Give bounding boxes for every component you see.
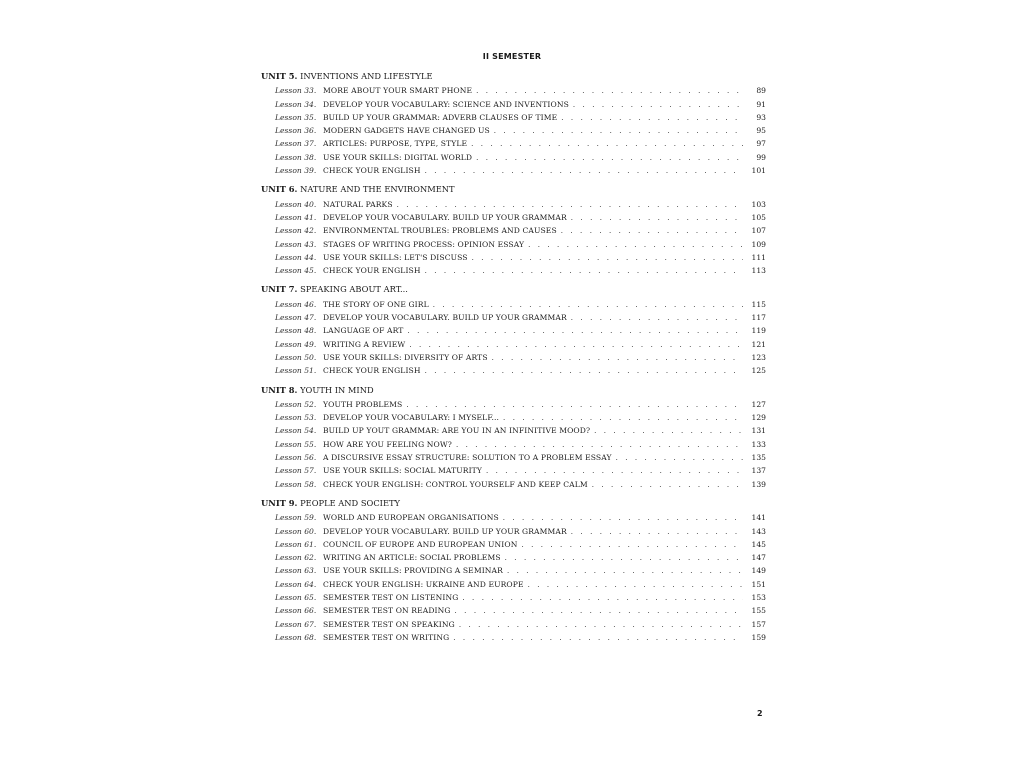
lesson-list — [261, 511, 766, 644]
dot-leader — [561, 112, 743, 125]
unit-section — [261, 184, 766, 277]
lesson-list — [261, 298, 766, 378]
lesson-label: Lesson 66. — [275, 606, 317, 616]
lesson-title: CHECK YOUR ENGLISH: CONTROL YOURSELF AND KEEP CALM — [323, 479, 588, 489]
dot-leader — [472, 252, 743, 265]
lesson-page-number: 141 — [751, 513, 766, 523]
lesson-page-number: 119 — [751, 326, 766, 336]
semester-title: II SEMESTER — [482, 52, 542, 61]
lesson-list — [261, 84, 766, 177]
lesson-title: USE YOUR SKILLS: LET'S DISCUSS — [323, 252, 468, 262]
lesson-entry — [261, 424, 766, 437]
lesson-label: Lesson 43. — [275, 239, 317, 249]
lesson-title: SEMESTER TEST ON READING — [323, 606, 451, 616]
unit-heading — [261, 284, 766, 295]
unit-number: UNIT 5. — [261, 71, 298, 81]
lesson-page-number: 125 — [751, 366, 766, 376]
unit-title: NATURE AND THE ENVIRONMENT — [300, 184, 455, 195]
lesson-page-number: 129 — [751, 413, 766, 423]
lesson-page-number: 149 — [751, 566, 766, 576]
lesson-page-number: 111 — [751, 252, 766, 262]
lesson-title: ARTICLES: PURPOSE, TYPE, STYLE — [323, 139, 468, 149]
unit-title: YOUTH IN MIND — [300, 384, 374, 395]
lesson-page-number: 137 — [751, 466, 766, 476]
lesson-label: Lesson 34. — [275, 99, 317, 109]
lesson-title: NATURAL PARKS — [323, 199, 393, 209]
unit-number: UNIT 8. — [261, 384, 298, 395]
lesson-label: Lesson 63. — [275, 566, 317, 576]
lesson-page-number: 93 — [756, 112, 766, 122]
lesson-label: Lesson 42. — [275, 226, 317, 236]
lesson-title: STAGES OF WRITING PROCESS: OPINION ESSAY — [323, 239, 525, 249]
unit-number: UNIT 6. — [261, 184, 298, 195]
lesson-page-number: 143 — [751, 526, 766, 536]
lesson-page-number: 101 — [751, 166, 766, 176]
dot-leader — [476, 152, 743, 165]
lesson-page-number: 147 — [751, 553, 766, 563]
lesson-page-number: 151 — [751, 579, 766, 589]
lesson-label: Lesson 60. — [275, 526, 317, 536]
lesson-entry — [261, 251, 766, 264]
lesson-page-number: 115 — [751, 299, 766, 309]
lesson-title: COUNCIL OF EUROPE AND EUROPEAN UNION — [323, 539, 518, 549]
lesson-title: DEVELOP YOUR VOCABULARY. BUILD UP YOUR GRAMMAR — [323, 526, 567, 536]
lesson-entry — [261, 551, 766, 564]
lesson-title: DEVELOP YOUR VOCABULARY. BUILD UP YOUR GRAMMAR — [323, 212, 567, 222]
lesson-page-number: 133 — [751, 439, 766, 449]
lesson-page-number: 97 — [756, 139, 766, 149]
lesson-page-number: 123 — [751, 352, 766, 362]
dot-leader — [456, 439, 743, 452]
lesson-entry — [261, 238, 766, 251]
dot-leader — [407, 325, 743, 338]
lesson-label: Lesson 54. — [275, 426, 317, 436]
lesson-entry — [261, 98, 766, 111]
lesson-title: USE YOUR SKILLS: SOCIAL MATURITY — [323, 466, 482, 476]
lesson-label: Lesson 61. — [275, 539, 317, 549]
lesson-title: MORE ABOUT YOUR SMART PHONE — [323, 86, 473, 96]
dot-leader — [492, 352, 743, 365]
lesson-label: Lesson 45. — [275, 266, 317, 276]
lesson-entry — [261, 451, 766, 464]
lesson-entry — [261, 84, 766, 97]
table-of-contents — [261, 71, 766, 651]
lesson-entry — [261, 211, 766, 224]
lesson-title: BUILD UP YOUR GRAMMAR: ADVERB CLAUSES OF TIME — [323, 112, 558, 122]
lesson-page-number: 139 — [751, 479, 766, 489]
lesson-page-number: 113 — [751, 266, 766, 276]
dot-leader — [425, 165, 743, 178]
lesson-entry — [261, 338, 766, 351]
lesson-title: YOUTH PROBLEMS — [323, 399, 403, 409]
lesson-page-number: 145 — [751, 539, 766, 549]
lesson-page-number: 153 — [751, 592, 766, 602]
dot-leader — [471, 138, 743, 151]
unit-section — [261, 71, 766, 177]
lesson-label: Lesson 56. — [275, 453, 317, 463]
dot-leader — [459, 619, 743, 632]
unit-section — [261, 385, 766, 491]
lesson-entry — [261, 264, 766, 277]
lesson-entry — [261, 298, 766, 311]
unit-heading — [261, 184, 766, 195]
lesson-entry — [261, 324, 766, 337]
lesson-title: USE YOUR SKILLS: DIVERSITY OF ARTS — [323, 352, 488, 362]
lesson-title: CHECK YOUR ENGLISH — [323, 366, 421, 376]
dot-leader — [425, 365, 743, 378]
dot-leader — [494, 125, 743, 138]
lesson-label: Lesson 46. — [275, 299, 317, 309]
unit-title: SPEAKING ABOUT ART... — [300, 284, 408, 295]
lesson-entry — [261, 631, 766, 644]
lesson-title: USE YOUR SKILLS: DIGITAL WORLD — [323, 152, 473, 162]
dot-leader — [571, 312, 743, 325]
dot-leader — [592, 479, 743, 492]
lesson-entry — [261, 137, 766, 150]
lesson-title: LANGUAGE OF ART — [323, 326, 404, 336]
lesson-page-number: 99 — [756, 152, 766, 162]
unit-title: PEOPLE AND SOCIETY — [300, 497, 401, 508]
lesson-title: HOW ARE YOU FEELING NOW? — [323, 439, 452, 449]
lesson-title: SEMESTER TEST ON WRITING — [323, 632, 450, 642]
lesson-label: Lesson 50. — [275, 352, 317, 362]
unit-title: INVENTIONS AND LIFESTYLE — [300, 71, 433, 81]
lesson-entry — [261, 111, 766, 124]
lesson-entry — [261, 478, 766, 491]
lesson-label: Lesson 40. — [275, 199, 317, 209]
unit-heading — [261, 385, 766, 396]
lesson-title: WRITING AN ARTICLE: SOCIAL PROBLEMS — [323, 553, 501, 563]
lesson-title: DEVELOP YOUR VOCABULARY. BUILD UP YOUR GRAMMAR — [323, 313, 567, 323]
lesson-entry — [261, 411, 766, 424]
lesson-entry — [261, 564, 766, 577]
dot-leader — [505, 552, 743, 565]
lesson-page-number: 107 — [751, 226, 766, 236]
lesson-entry — [261, 604, 766, 617]
lesson-label: Lesson 55. — [275, 439, 317, 449]
lesson-label: Lesson 62. — [275, 553, 317, 563]
dot-leader — [571, 212, 743, 225]
dot-leader — [486, 465, 743, 478]
dot-leader — [503, 512, 743, 525]
lesson-title: WORLD AND EUROPEAN ORGANISATIONS — [323, 513, 499, 523]
lesson-page-number: 121 — [751, 339, 766, 349]
lesson-entry — [261, 164, 766, 177]
lesson-title: SEMESTER TEST ON SPEAKING — [323, 619, 455, 629]
dot-leader — [397, 199, 743, 212]
lesson-entry — [261, 364, 766, 377]
lesson-label: Lesson 53. — [275, 413, 317, 423]
unit-heading — [261, 71, 766, 82]
lesson-page-number: 135 — [751, 453, 766, 463]
lesson-title: BUILD UP YOUT GRAMMAR: ARE YOU IN AN INFINITIVE MOOD? — [323, 426, 591, 436]
lesson-label: Lesson 36. — [275, 126, 317, 136]
lesson-entry — [261, 511, 766, 524]
dot-leader — [503, 412, 743, 425]
lesson-label: Lesson 64. — [275, 579, 317, 589]
dot-leader — [455, 605, 743, 618]
dot-leader — [528, 579, 743, 592]
lesson-page-number: 109 — [751, 239, 766, 249]
dot-leader — [573, 99, 743, 112]
lesson-title: ENVIRONMENTAL TROUBLES: PROBLEMS AND CAUSES — [323, 226, 557, 236]
lesson-page-number: 91 — [756, 99, 766, 109]
dot-leader — [409, 339, 743, 352]
lesson-page-number: 157 — [751, 619, 766, 629]
unit-number: UNIT 9. — [261, 497, 298, 508]
lesson-entry — [261, 578, 766, 591]
lesson-label: Lesson 44. — [275, 252, 317, 262]
lesson-label: Lesson 37. — [275, 139, 317, 149]
dot-leader — [594, 425, 743, 438]
lesson-title: DEVELOP YOUR VOCABULARY: SCIENCE AND INVENTIONS — [323, 99, 569, 109]
lesson-list — [261, 198, 766, 278]
lesson-label: Lesson 33. — [275, 86, 317, 96]
lesson-label: Lesson 57. — [275, 466, 317, 476]
lesson-page-number: 117 — [751, 313, 766, 323]
lesson-page-number: 89 — [756, 86, 766, 96]
lesson-label: Lesson 39. — [275, 166, 317, 176]
dot-leader — [453, 632, 743, 645]
lesson-title: MODERN GADGETS HAVE CHANGED US — [323, 126, 490, 136]
unit-section — [261, 284, 766, 377]
dot-leader — [521, 539, 743, 552]
lesson-title: CHECK YOUR ENGLISH: UKRAINE AND EUROPE — [323, 579, 524, 589]
lesson-title: USE YOUR SKILLS: PROVIDING A SEMINAR — [323, 566, 503, 576]
lesson-page-number: 127 — [751, 399, 766, 409]
lesson-entry — [261, 311, 766, 324]
lesson-title: THE STORY OF ONE GIRL — [323, 299, 429, 309]
lesson-page-number: 159 — [751, 632, 766, 642]
lesson-label: Lesson 47. — [275, 313, 317, 323]
lesson-entry — [261, 538, 766, 551]
lesson-entry — [261, 591, 766, 604]
unit-number: UNIT 7. — [261, 284, 298, 295]
lesson-label: Lesson 51. — [275, 366, 317, 376]
lesson-entry — [261, 525, 766, 538]
lesson-page-number: 155 — [751, 606, 766, 616]
lesson-entry — [261, 224, 766, 237]
lesson-label: Lesson 52. — [275, 399, 317, 409]
page-number: 2 — [757, 709, 763, 718]
lesson-title: SEMESTER TEST ON LISTENING — [323, 592, 459, 602]
dot-leader — [507, 565, 743, 578]
lesson-label: Lesson 49. — [275, 339, 317, 349]
dot-leader — [528, 239, 743, 252]
lesson-label: Lesson 58. — [275, 479, 317, 489]
lesson-title: WRITING A REVIEW — [323, 339, 406, 349]
lesson-label: Lesson 68. — [275, 632, 317, 642]
lesson-entry — [261, 438, 766, 451]
lesson-title: DEVELOP YOUR VOCABULARY: I MYSELF... — [323, 413, 500, 423]
lesson-entry — [261, 398, 766, 411]
dot-leader — [462, 592, 743, 605]
lesson-entry — [261, 124, 766, 137]
lesson-title: CHECK YOUR ENGLISH — [323, 266, 421, 276]
lesson-title: A DISCURSIVE ESSAY STRUCTURE: SOLUTION TO A PROBLEM ESSAY — [323, 453, 612, 463]
dot-leader — [616, 452, 743, 465]
lesson-page-number: 103 — [751, 199, 766, 209]
lesson-page-number: 105 — [751, 212, 766, 222]
lesson-entry — [261, 198, 766, 211]
lesson-page-number: 95 — [756, 126, 766, 136]
unit-heading — [261, 498, 766, 509]
lesson-title: CHECK YOUR ENGLISH — [323, 166, 421, 176]
lesson-label: Lesson 41. — [275, 212, 317, 222]
lesson-list — [261, 398, 766, 491]
dot-leader — [433, 299, 743, 312]
lesson-entry — [261, 351, 766, 364]
dot-leader — [571, 526, 743, 539]
lesson-entry — [261, 618, 766, 631]
dot-leader — [425, 265, 743, 278]
lesson-label: Lesson 48. — [275, 326, 317, 336]
lesson-label: Lesson 65. — [275, 592, 317, 602]
lesson-label: Lesson 38. — [275, 152, 317, 162]
lesson-label: Lesson 59. — [275, 513, 317, 523]
dot-leader — [476, 85, 743, 98]
lesson-page-number: 131 — [751, 426, 766, 436]
unit-section — [261, 498, 766, 644]
dot-leader — [406, 399, 743, 412]
lesson-entry — [261, 151, 766, 164]
lesson-entry — [261, 464, 766, 477]
lesson-label: Lesson 67. — [275, 619, 317, 629]
lesson-label: Lesson 35. — [275, 112, 317, 122]
dot-leader — [561, 225, 743, 238]
